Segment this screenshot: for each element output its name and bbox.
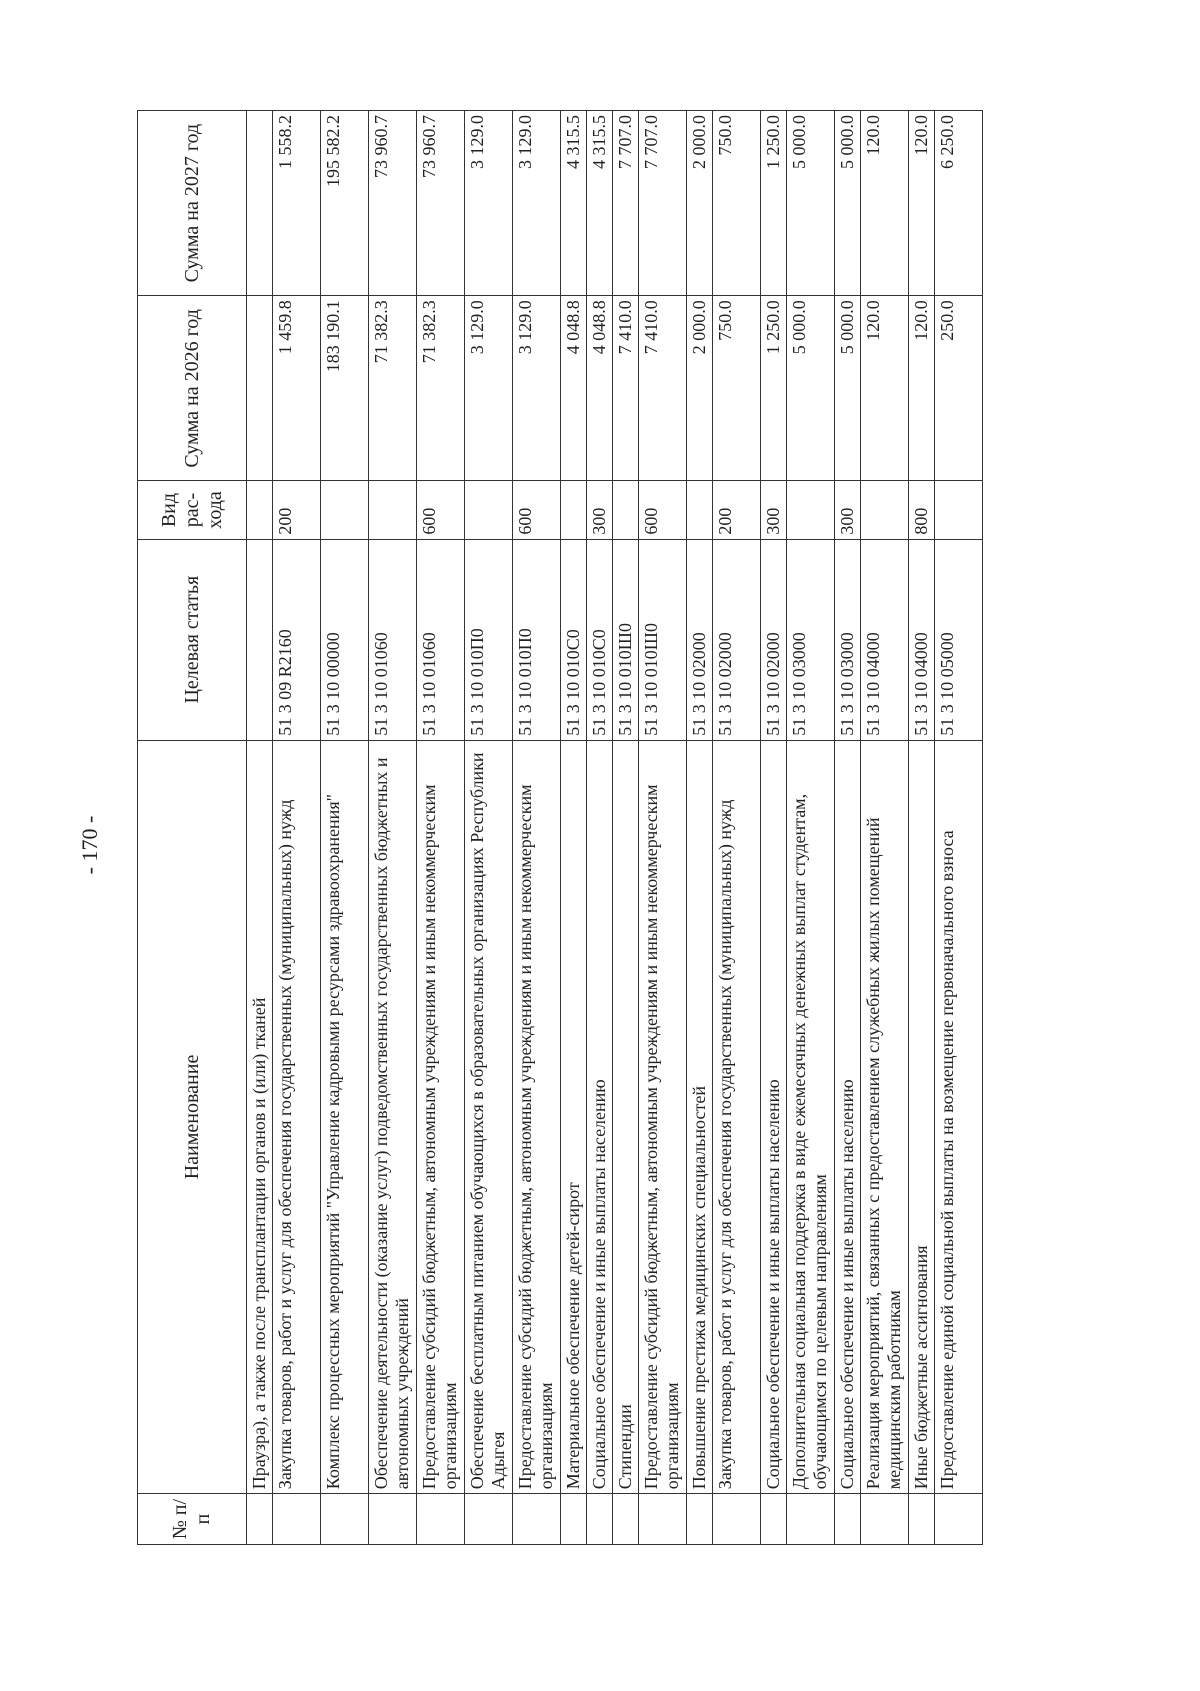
row-sum-2027-cell: 3 129.0 (513, 111, 561, 296)
row-name-cell: Социальное обеспечение и иные выплаты населению (835, 740, 861, 1494)
row-code-cell: 51 3 10 010П0 (465, 539, 513, 740)
row-sum-2026-cell: 1 250.0 (761, 296, 787, 481)
row-name-cell: Закупка товаров, работ и услуг для обеспечения государственных (муниципальных) нужд (273, 740, 321, 1494)
row-code-cell: 51 3 10 03000 (835, 539, 861, 740)
row-num-cell (639, 1494, 687, 1545)
page-number: - 170 - (77, 815, 102, 875)
row-sum-2027-cell: 195 582.2 (321, 111, 369, 296)
row-num-cell (369, 1494, 417, 1545)
row-num-cell (513, 1494, 561, 1545)
row-num-cell (861, 1494, 909, 1545)
row-sum-2027-cell: 1 250.0 (761, 111, 787, 296)
row-sum-2027-cell: 6 250.0 (935, 111, 983, 296)
row-sum-2026-cell: 5 000.0 (787, 296, 835, 481)
row-code-cell: 51 3 10 010П0 (513, 539, 561, 740)
row-code-cell: 51 3 10 02000 (687, 539, 713, 740)
row-sum-2026-cell: 2 000.0 (687, 296, 713, 481)
row-kind-cell (561, 481, 587, 539)
row-kind-cell (247, 481, 273, 539)
row-sum-2027-cell: 5 000.0 (787, 111, 835, 296)
row-kind-cell: 600 (639, 481, 687, 539)
row-kind-cell: 800 (909, 481, 935, 539)
row-num-cell (909, 1494, 935, 1545)
row-num-cell (465, 1494, 513, 1545)
row-num-cell (835, 1494, 861, 1545)
header-sum-2026: Сумма на 2026 год (138, 296, 247, 481)
row-kind-cell: 200 (273, 481, 321, 539)
row-name-cell: Предоставление субсидий бюджетным, автономным учреждениям и иным некоммерческим организациям (417, 740, 465, 1494)
row-name-cell: Реализация мероприятий, связанных с предоставлением служебных жилых помещений медицинским работникам (861, 740, 909, 1494)
row-sum-2026-cell: 120.0 (861, 296, 909, 481)
table-row (561, 111, 587, 1545)
row-sum-2026-cell: 183 190.1 (321, 296, 369, 481)
row-code-cell: 51 3 10 01060 (417, 539, 465, 740)
row-sum-2027-cell: 750.0 (713, 111, 761, 296)
row-num-cell (713, 1494, 761, 1545)
row-code-cell: 51 3 10 010С0 (561, 539, 587, 740)
row-sum-2027-cell: 5 000.0 (835, 111, 861, 296)
row-sum-2027-cell: 3 129.0 (465, 111, 513, 296)
row-name-cell: Предоставление единой социальной выплаты на возмещение первоначального взноса (935, 740, 983, 1494)
table-row (613, 111, 639, 1545)
table-row (909, 111, 935, 1545)
header-code: Целевая статья (138, 539, 247, 740)
row-name-cell: Закупка товаров, работ и услуг для обеспечения государственных (муниципальных) нужд (713, 740, 761, 1494)
row-name-cell: Повышение престижа медицинских специальностей (687, 740, 713, 1494)
row-num-cell (321, 1494, 369, 1545)
header-num: № п/п (138, 1494, 247, 1545)
header-name: Наименование (138, 740, 247, 1494)
row-kind-cell: 300 (835, 481, 861, 539)
row-name-cell: Иные бюджетные ассигнования (909, 740, 935, 1494)
row-sum-2026-cell: 3 129.0 (465, 296, 513, 481)
row-kind-cell: 200 (713, 481, 761, 539)
table-row (639, 111, 687, 1545)
row-sum-2026-cell: 7 410.0 (639, 296, 687, 481)
row-kind-cell (613, 481, 639, 539)
row-num-cell (687, 1494, 713, 1545)
row-num-cell (935, 1494, 983, 1545)
row-sum-2026-cell: 120.0 (909, 296, 935, 481)
row-code-cell: 51 3 10 02000 (713, 539, 761, 740)
row-name-cell: Комплекс процессных мероприятий "Управление кадровыми ресурсами здравоохранения" (321, 740, 369, 1494)
row-code-cell: 51 3 10 010С0 (587, 539, 613, 740)
row-code-cell: 51 3 10 04000 (909, 539, 935, 740)
row-code-cell: 51 3 09 R2160 (273, 539, 321, 740)
row-kind-cell (465, 481, 513, 539)
row-sum-2026-cell: 3 129.0 (513, 296, 561, 481)
row-code-cell: 51 3 10 05000 (935, 539, 983, 740)
table-row (713, 111, 761, 1545)
row-sum-2026-cell (247, 296, 273, 481)
row-code-cell: 51 3 10 010Ш0 (613, 539, 639, 740)
row-code-cell: 51 3 10 010Ш0 (639, 539, 687, 740)
row-sum-2026-cell: 250.0 (935, 296, 983, 481)
rotated-page-content (137, 110, 983, 1545)
row-name-cell: Предоставление субсидий бюджетным, автономным учреждениям и иным некоммерческим организациям (513, 740, 561, 1494)
row-sum-2027-cell: 120.0 (861, 111, 909, 296)
row-kind-cell: 600 (417, 481, 465, 539)
row-num-cell (417, 1494, 465, 1545)
table-row (587, 111, 613, 1545)
budget-table (137, 110, 983, 1545)
row-name-cell: Обеспечение деятельности (оказание услуг) подведомственных государственных бюджетных и автономных учреждений (369, 740, 417, 1494)
table-row (417, 111, 465, 1545)
row-sum-2027-cell: 7 707.0 (613, 111, 639, 296)
table-row (835, 111, 861, 1545)
row-sum-2026-cell: 5 000.0 (835, 296, 861, 481)
row-num-cell (787, 1494, 835, 1545)
table-body (247, 111, 983, 1545)
row-kind-cell (787, 481, 835, 539)
row-kind-cell: 300 (587, 481, 613, 539)
table-header-row (138, 111, 247, 1545)
header-kind: Вид рас- хода (138, 481, 247, 539)
row-sum-2026-cell: 7 410.0 (613, 296, 639, 481)
row-num-cell (587, 1494, 613, 1545)
row-num-cell (613, 1494, 639, 1545)
row-name-cell: Обеспечение бесплатным питанием обучающихся в образовательных организациях Республики Адыгея (465, 740, 513, 1494)
row-kind-cell: 600 (513, 481, 561, 539)
row-sum-2027-cell: 2 000.0 (687, 111, 713, 296)
row-code-cell (247, 539, 273, 740)
row-sum-2027-cell: 4 315.5 (561, 111, 587, 296)
table-row (369, 111, 417, 1545)
row-kind-cell (369, 481, 417, 539)
row-sum-2027-cell: 120.0 (909, 111, 935, 296)
row-kind-cell (935, 481, 983, 539)
row-name-cell: Социальное обеспечение и иные выплаты населению (761, 740, 787, 1494)
row-code-cell: 51 3 10 01060 (369, 539, 417, 740)
row-sum-2026-cell: 4 048.8 (587, 296, 613, 481)
header-sum-2027: Сумма на 2027 год (138, 111, 247, 296)
row-kind-cell (687, 481, 713, 539)
row-sum-2027-cell: 4 315.5 (587, 111, 613, 296)
row-sum-2027-cell: 1 558.2 (273, 111, 321, 296)
table-row (787, 111, 835, 1545)
row-kind-cell (861, 481, 909, 539)
row-num-cell (561, 1494, 587, 1545)
table-row (687, 111, 713, 1545)
row-sum-2026-cell: 4 048.8 (561, 296, 587, 481)
row-name-cell: Стипендии (613, 740, 639, 1494)
row-sum-2027-cell: 73 960.7 (417, 111, 465, 296)
row-sum-2026-cell: 1 459.8 (273, 296, 321, 481)
row-num-cell (761, 1494, 787, 1545)
row-name-cell: Праузра), а также после трансплантации органов и (или) тканей (247, 740, 273, 1494)
row-kind-cell: 300 (761, 481, 787, 539)
row-sum-2027-cell: 7 707.0 (639, 111, 687, 296)
row-code-cell: 51 3 10 04000 (861, 539, 909, 740)
row-kind-cell (321, 481, 369, 539)
row-name-cell: Социальное обеспечение и иные выплаты населению (587, 740, 613, 1494)
table-row (321, 111, 369, 1545)
table-row (273, 111, 321, 1545)
table-row (861, 111, 909, 1545)
row-code-cell: 51 3 10 00000 (321, 539, 369, 740)
table-row (513, 111, 561, 1545)
row-sum-2027-cell (247, 111, 273, 296)
row-sum-2026-cell: 71 382.3 (417, 296, 465, 481)
row-num-cell (273, 1494, 321, 1545)
table-row (761, 111, 787, 1545)
table-row (465, 111, 513, 1545)
row-sum-2026-cell: 71 382.3 (369, 296, 417, 481)
row-code-cell: 51 3 10 02000 (761, 539, 787, 740)
row-name-cell: Предоставление субсидий бюджетным, автономным учреждениям и иным некоммерческим организациям (639, 740, 687, 1494)
row-name-cell: Дополнительная социальная поддержка в виде ежемесячных денежных выплат студентам, обучающимся по целевым направлениям (787, 740, 835, 1494)
row-code-cell: 51 3 10 03000 (787, 539, 835, 740)
row-name-cell: Материальное обеспечение детей-сирот (561, 740, 587, 1494)
row-sum-2026-cell: 750.0 (713, 296, 761, 481)
table-row (247, 111, 273, 1545)
row-num-cell (247, 1494, 273, 1545)
row-sum-2027-cell: 73 960.7 (369, 111, 417, 296)
table-row (935, 111, 983, 1545)
